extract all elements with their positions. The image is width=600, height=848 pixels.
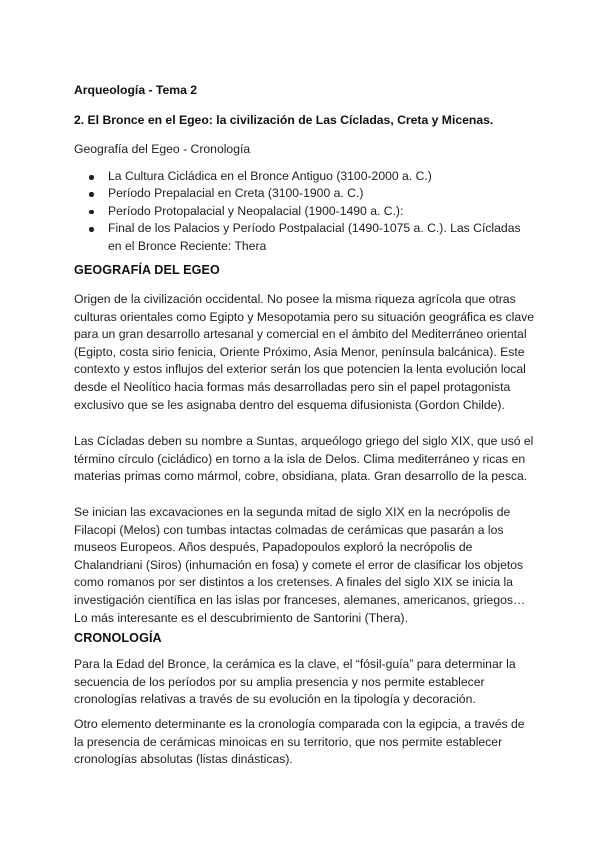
section-heading-cronologia: CRONOLOGÍA	[74, 631, 162, 645]
section-heading-geografia: GEOGRAFÍA DEL EGEO	[74, 263, 220, 277]
paragraph: Se inician las excavaciones en la segunda mitad de siglo XIX en la necrópolis de Filacopi (Melos) con tumbas intactas colmadas de cerámicas que pasarán a los museos Europeos. Años después, Papadopoulos exploró la necrópolis de Chalandriani (Siros) (inhumación en fosa) y comete el error de clasificar los objetos como romanos por ser distintos a los cretenses. A finales del siglo XIX se inicia la investigación científica en las islas por franceses, alemanes, americanos, griegos… Lo más interesante es el descubrimiento de Santorini (Thera).	[74, 505, 526, 625]
paragraph: Las Cícladas deben su nombre a Suntas, arqueólogo griego del siglo XIX, que usó el término círculo (cicládico) en torno a la isla de Delos. Clima mediterráneo y ricas en materias primas como mármol, cobre, obsidiana, plata. Gran desarrollo de la pesca.	[74, 434, 534, 484]
list-item: La Cultura Cicládica en el Bronce Antiguo (3100-2000 a. C.)	[74, 168, 534, 185]
topic-list	[74, 168, 534, 255]
list-item: Período Prepalacial en Creta (3100-1900 a. C.)	[74, 185, 534, 202]
paragraph: Para la Edad del Bronce, la cerámica es la clave, el “fósil-guía” para determinar la secuencia de los períodos por su amplia presencia y nos permite establecer cronologías relativas a través de su evolución en la tipología y decoración.	[74, 657, 516, 707]
list-item: Final de los Palacios y Período Postpalacial (1490-1075 a. C.). Las Cícladas en el Bronce Reciente: Thera	[74, 220, 534, 255]
document-subtitle: 2. El Bronce en el Egeo: la civilización de Las Cícladas, Creta y Micenas.	[74, 113, 494, 127]
document-title: Arqueología - Tema 2	[74, 83, 198, 97]
paragraph: Otro elemento determinante es la cronología comparada con la egipcia, a través de la presencia de cerámicas minoicas en su territorio, que nos permite establecer cronologías absolutas (listas dinásticas).	[74, 717, 525, 767]
intro-line: Geografía del Egeo - Cronología	[74, 142, 251, 156]
paragraph: Origen de la civilización occidental. No posee la misma riqueza agrícola que otras culturas orientales como Egipto y Mesopotamia pero su situación geográfica es clave para un gran desarrollo artesanal y comercial en el ámbito del Mediterráneo oriental (Egipto, costa sirio fenicia, Oriente Próximo, Asia Menor, península balcánica). Este contexto y estos influjos del exterior serán los que potencien la lenta evolución local desde el Neolítico hacia formas más desarrolladas pero sin el papel protagonista exclusivo que se les asignaba dentro del esquema difusionista (Gordon Childe).	[74, 292, 534, 412]
list-item: Período Protopalacial y Neopalacial (1900-1490 a. C.):	[74, 203, 534, 220]
